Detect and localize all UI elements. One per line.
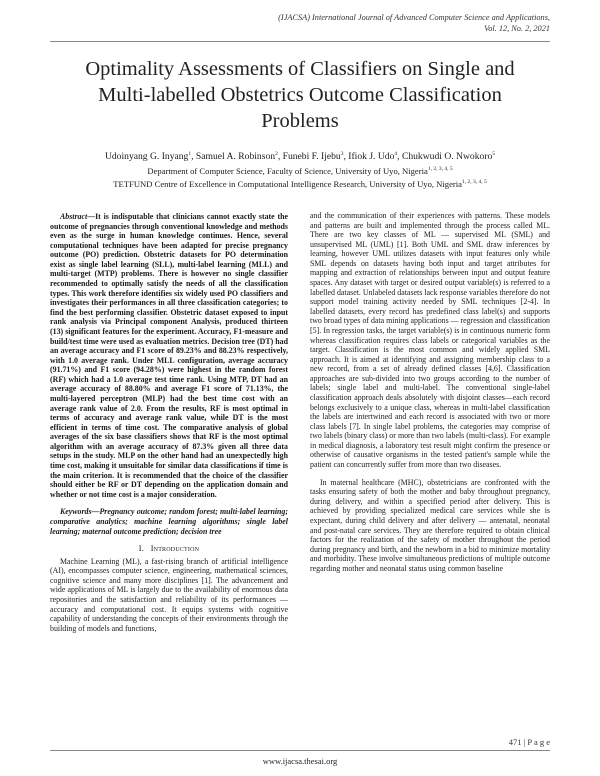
abstract-text: —It is indisputable that clinicians cannot exactly state the outcome of pregnancies through conventional knowledge and methods even as the surge in human knowledge continues. Hence, several computational techniques have been adapted for precise pregnancy outcome (PO) prediction. Obstetric datasets for PO determination exist as single label learning (SLL), multi-label learning (MLL) and multi-target (MTP) problems. There is however no single classifier recommended to optimally satisfy the needs of all the classification types. This work therefore identifies six widely used PO classifiers and investigates their performances in all three classification categories; to find the best performing classifier. Obstetric dataset exposed to input rank analysis via Principal component Analysis, produced thirteen (13) significant features for the experiment. Accuracy, F1-measure and build/test time were used as evaluation metrics. Decision tree (DT) had an average accuracy and F1 score of 89.23% and 88.23% respectively, with 1.0 average rank. Under MLL configuration, average accuracy (91.71%) and F1 score (94.28%) were highest in the random forest (RF) which had a 1.0 average test time rank. Using MTP, DT had an average accuracy of 88.80% and average F1 score of 71.13%, the multi-layered perceptron (MLP) had the best time cost with an average rank value of 2.0. From the results, RF is most optimal in terms of accuracy and average rank value, while DT is the most efficient in terms of time cost. The comparative analysis of global averages of the six base classifiers shows that RF is the most optimal algorithm with an average accuracy of 87.3% given all three data setups in the study. MLP on the other hand had an unexpectedly high time cost, making it unsuitable for similar data classifications if time is the main criterion. It is recommended that the choice of the classifier should either be RF or DT depending on the application domain and whether or not time cost is a major consideration.	[50, 212, 288, 499]
author-name: Samuel A. Robinson	[195, 151, 276, 163]
abstract	[50, 212, 288, 499]
author-sup: 1	[188, 151, 192, 157]
journal-url: www.ijacsa.thesai.org	[262, 756, 338, 766]
author-sup: 4	[394, 151, 398, 157]
affiliation-sup: 1, 2, 3, 4, 5	[461, 179, 487, 185]
keywords	[50, 507, 288, 536]
author-list: Udoinyang G. Inyang$^1$, Samuel A. Robinson$^2$, Funebi F. Ijebu$^3$, Ifiok J. Udo$^4$, Chukwudi O. Nwokoro$^5$	[104, 151, 496, 163]
header-rule	[50, 41, 550, 42]
section-heading	[50, 544, 288, 554]
keywords-label: Keywords	[60, 507, 92, 517]
intro-paragraph-2: and the communication of their experiences with patterns. These models and patterns are built and implemented through the process called ML. There are two key classes of ML — supervised ML (SML) and unsupervised ML (UML) [1]. Both UML and SML draw inferences by learning, however UML utilizes datasets with input features only while SML depends on datasets having both input and target attributes for mapping and extraction of relationships between input and output feature spaces. Any dataset with target or desired output variable(s) is referred to a labelled dataset. Unlabeled datasets lack response variables therefore do not support model training activity needed by SML techniques [2-4]. In labelled datasets, every record has predefined class label(s) and supports two broad types of data mining applications — regression and classification [5]. In regression tasks, the target variable(s) is in continuous numeric form whereas classification requires class labels or categorical variables as the target. Classification is the most common and widely applied SML approach. It is aimed at identifying and assigning membership class to a new record, from a set of already defined classes [4,6]. Classification approaches are sub-divided into two groups according to the number of labels; single label and multi-label. The conventional single-label classification approach deals absolutely with disjoint classes—each record belongs exclusively to a unique class, whereas in multi-label classification the labels are intertwined and each record is associated with two or more class labels [7]. In single label problems, the categories may comprise of two labels (binary class) or more than two labels (multi-class). For example in medical diagnosis, a laboratory test result might confirm the presence or otherwise of causative organisms in the tested patient's sample while the patient can concurrently suffer from more than two diseases.	[310, 211, 550, 470]
journal-header	[190, 12, 550, 34]
affiliation-sup: 1, 2, 3, 4, 5	[427, 166, 453, 172]
page-number: 471 | P a g e	[508, 737, 550, 747]
footer-rule	[50, 750, 550, 751]
right-column	[310, 211, 550, 573]
section-title: Introduction	[150, 544, 200, 554]
affiliation-text: Department of Computer Science, Faculty of Science, University of Uyo, Nigeria	[147, 165, 428, 176]
author-sup: 3	[340, 151, 344, 157]
keywords-text: —Pregnancy outcome; random forest; multi-label learning; comparative analytics; machine learning algorithms; single label learning; maternal outcome prediction; decision tree	[50, 507, 288, 536]
affiliation-text: TETFUND Centre of Excellence in Computational Intelligence Research, University of Uyo, Nigeria	[113, 178, 462, 189]
left-column	[50, 212, 288, 633]
section-number: I.	[138, 544, 144, 554]
abstract-label: Abstract	[60, 212, 88, 221]
author-sup: 2	[275, 151, 278, 157]
title-line-2: Multi-labelled Obstetrics Outcome Classification	[98, 84, 502, 106]
author-name: Funebi F. Ijebu	[282, 151, 341, 163]
author-sup: 5	[492, 151, 496, 157]
author-name: Chukwudi O. Nwokoro	[401, 151, 493, 163]
intro-paragraph-1: Machine Learning (ML), a fast-rising branch of artificial intelligence (AI), encompasses computer science, engineering, mathematical sciences, cognitive science and many more disciplines [1]. The advancement and wide applications of ML is largely due to the availability of enormous data repositories and the satisfaction and reliability of its performances — accuracy and computational cost. It equips systems with cognitive capability of understanding the concepts of their environments through the building of models and functions,	[50, 556, 288, 633]
author-name: Ifiok J. Udo	[348, 151, 395, 163]
author-name: Udoinyang G. Inyang	[104, 151, 189, 163]
journal-name: (IJACSA) International Journal of Advanced Computer Science and Applications,	[278, 13, 550, 22]
intro-paragraph-3: In maternal healthcare (MHC), obstetricians are confronted with the tasks ensuring safety of both the mother and baby throughout pregnancy, during delivery, and within a specified period after delivery. This is achieved by providing specialized medical care services while she is expectant, during child delivery and after delivery — antenatal, neonatal and post-natal care services. They are therefore required to obtain clinical factors for the realization of the safety of mother throughout the period during pregnancy and birth, and the newborn in a bid to minimize mortality and morbidity. These involve simultaneous predictions of multiple outcome regarding mother and neonatal status using common baseline	[310, 477, 550, 573]
title-line-3: Problems	[261, 110, 339, 132]
journal-volume: Vol. 12, No. 2, 2021	[484, 24, 550, 33]
affiliation-center	[40, 176, 560, 190]
paper-title	[40, 56, 560, 134]
title-line-1: Optimality Assessments of Classifiers on Single and	[85, 58, 515, 80]
affiliation-dept	[40, 163, 560, 177]
